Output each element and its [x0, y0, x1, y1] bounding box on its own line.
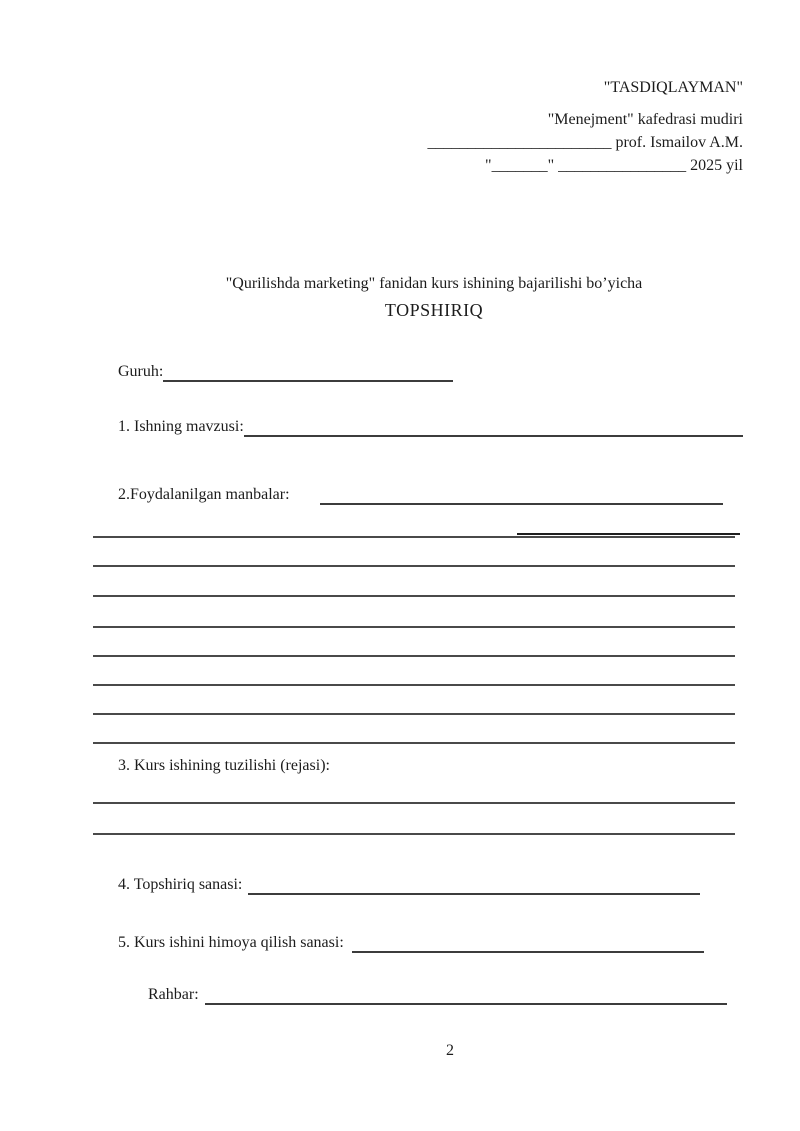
field-defense-date-label: 5. Kurs ishini himoya qilish sanasi:	[118, 934, 344, 951]
field-defense-date-blank	[352, 933, 704, 953]
blank-line	[93, 626, 735, 628]
approval-line-signature: _______________________ prof. Ismailov A.M.	[427, 134, 743, 151]
field-assignment-date-label: 4. Topshiriq sanasi:	[118, 876, 243, 893]
field-topic	[118, 417, 743, 437]
field-sources-blank	[320, 485, 723, 505]
field-defense-date	[118, 933, 704, 953]
field-assignment-date	[118, 875, 700, 895]
blank-line	[93, 713, 735, 715]
page-number: 2	[446, 1042, 454, 1059]
field-rahbar-blank	[205, 985, 727, 1005]
blank-line-overlay	[517, 533, 740, 535]
document-title: TOPSHIRIQ	[384, 300, 484, 320]
field-rahbar-label: Rahbar:	[148, 986, 199, 1003]
approval-line-department-head: "Menejment" kafedrasi mudiri	[547, 111, 743, 128]
blank-line	[93, 742, 735, 744]
title-block	[125, 272, 743, 324]
spacer	[290, 485, 320, 505]
field-rahbar	[148, 985, 727, 1005]
field-guruh	[118, 362, 453, 382]
blank-line	[93, 802, 735, 804]
approval-line-date: "_______" ________________ 2025 yil	[485, 157, 743, 174]
field-sources	[118, 485, 723, 505]
blank-line	[93, 595, 735, 597]
field-topic-blank	[244, 417, 743, 437]
field-guruh-label: Guruh:	[118, 363, 164, 380]
spacer	[344, 933, 352, 953]
field-sources-label: 2.Foydalanilgan manbalar:	[118, 486, 290, 503]
blank-line	[93, 833, 735, 835]
field-assignment-date-blank	[248, 875, 700, 895]
document-subtitle: "Qurilishda marketing" fanidan kurs ishining bajarilishi bo’yicha	[225, 275, 643, 292]
blank-line	[93, 565, 735, 567]
field-topic-label: 1. Ishning mavzusi:	[118, 418, 244, 435]
approval-header	[427, 76, 743, 177]
blank-line	[93, 655, 735, 657]
field-guruh-blank	[163, 362, 453, 382]
approval-line-tasdiqlayman: "TASDIQLAYMAN"	[603, 79, 743, 96]
blank-line	[93, 536, 735, 538]
blank-line	[93, 684, 735, 686]
field-structure-label: 3. Kurs ishining tuzilishi (rejasi):	[118, 757, 330, 774]
